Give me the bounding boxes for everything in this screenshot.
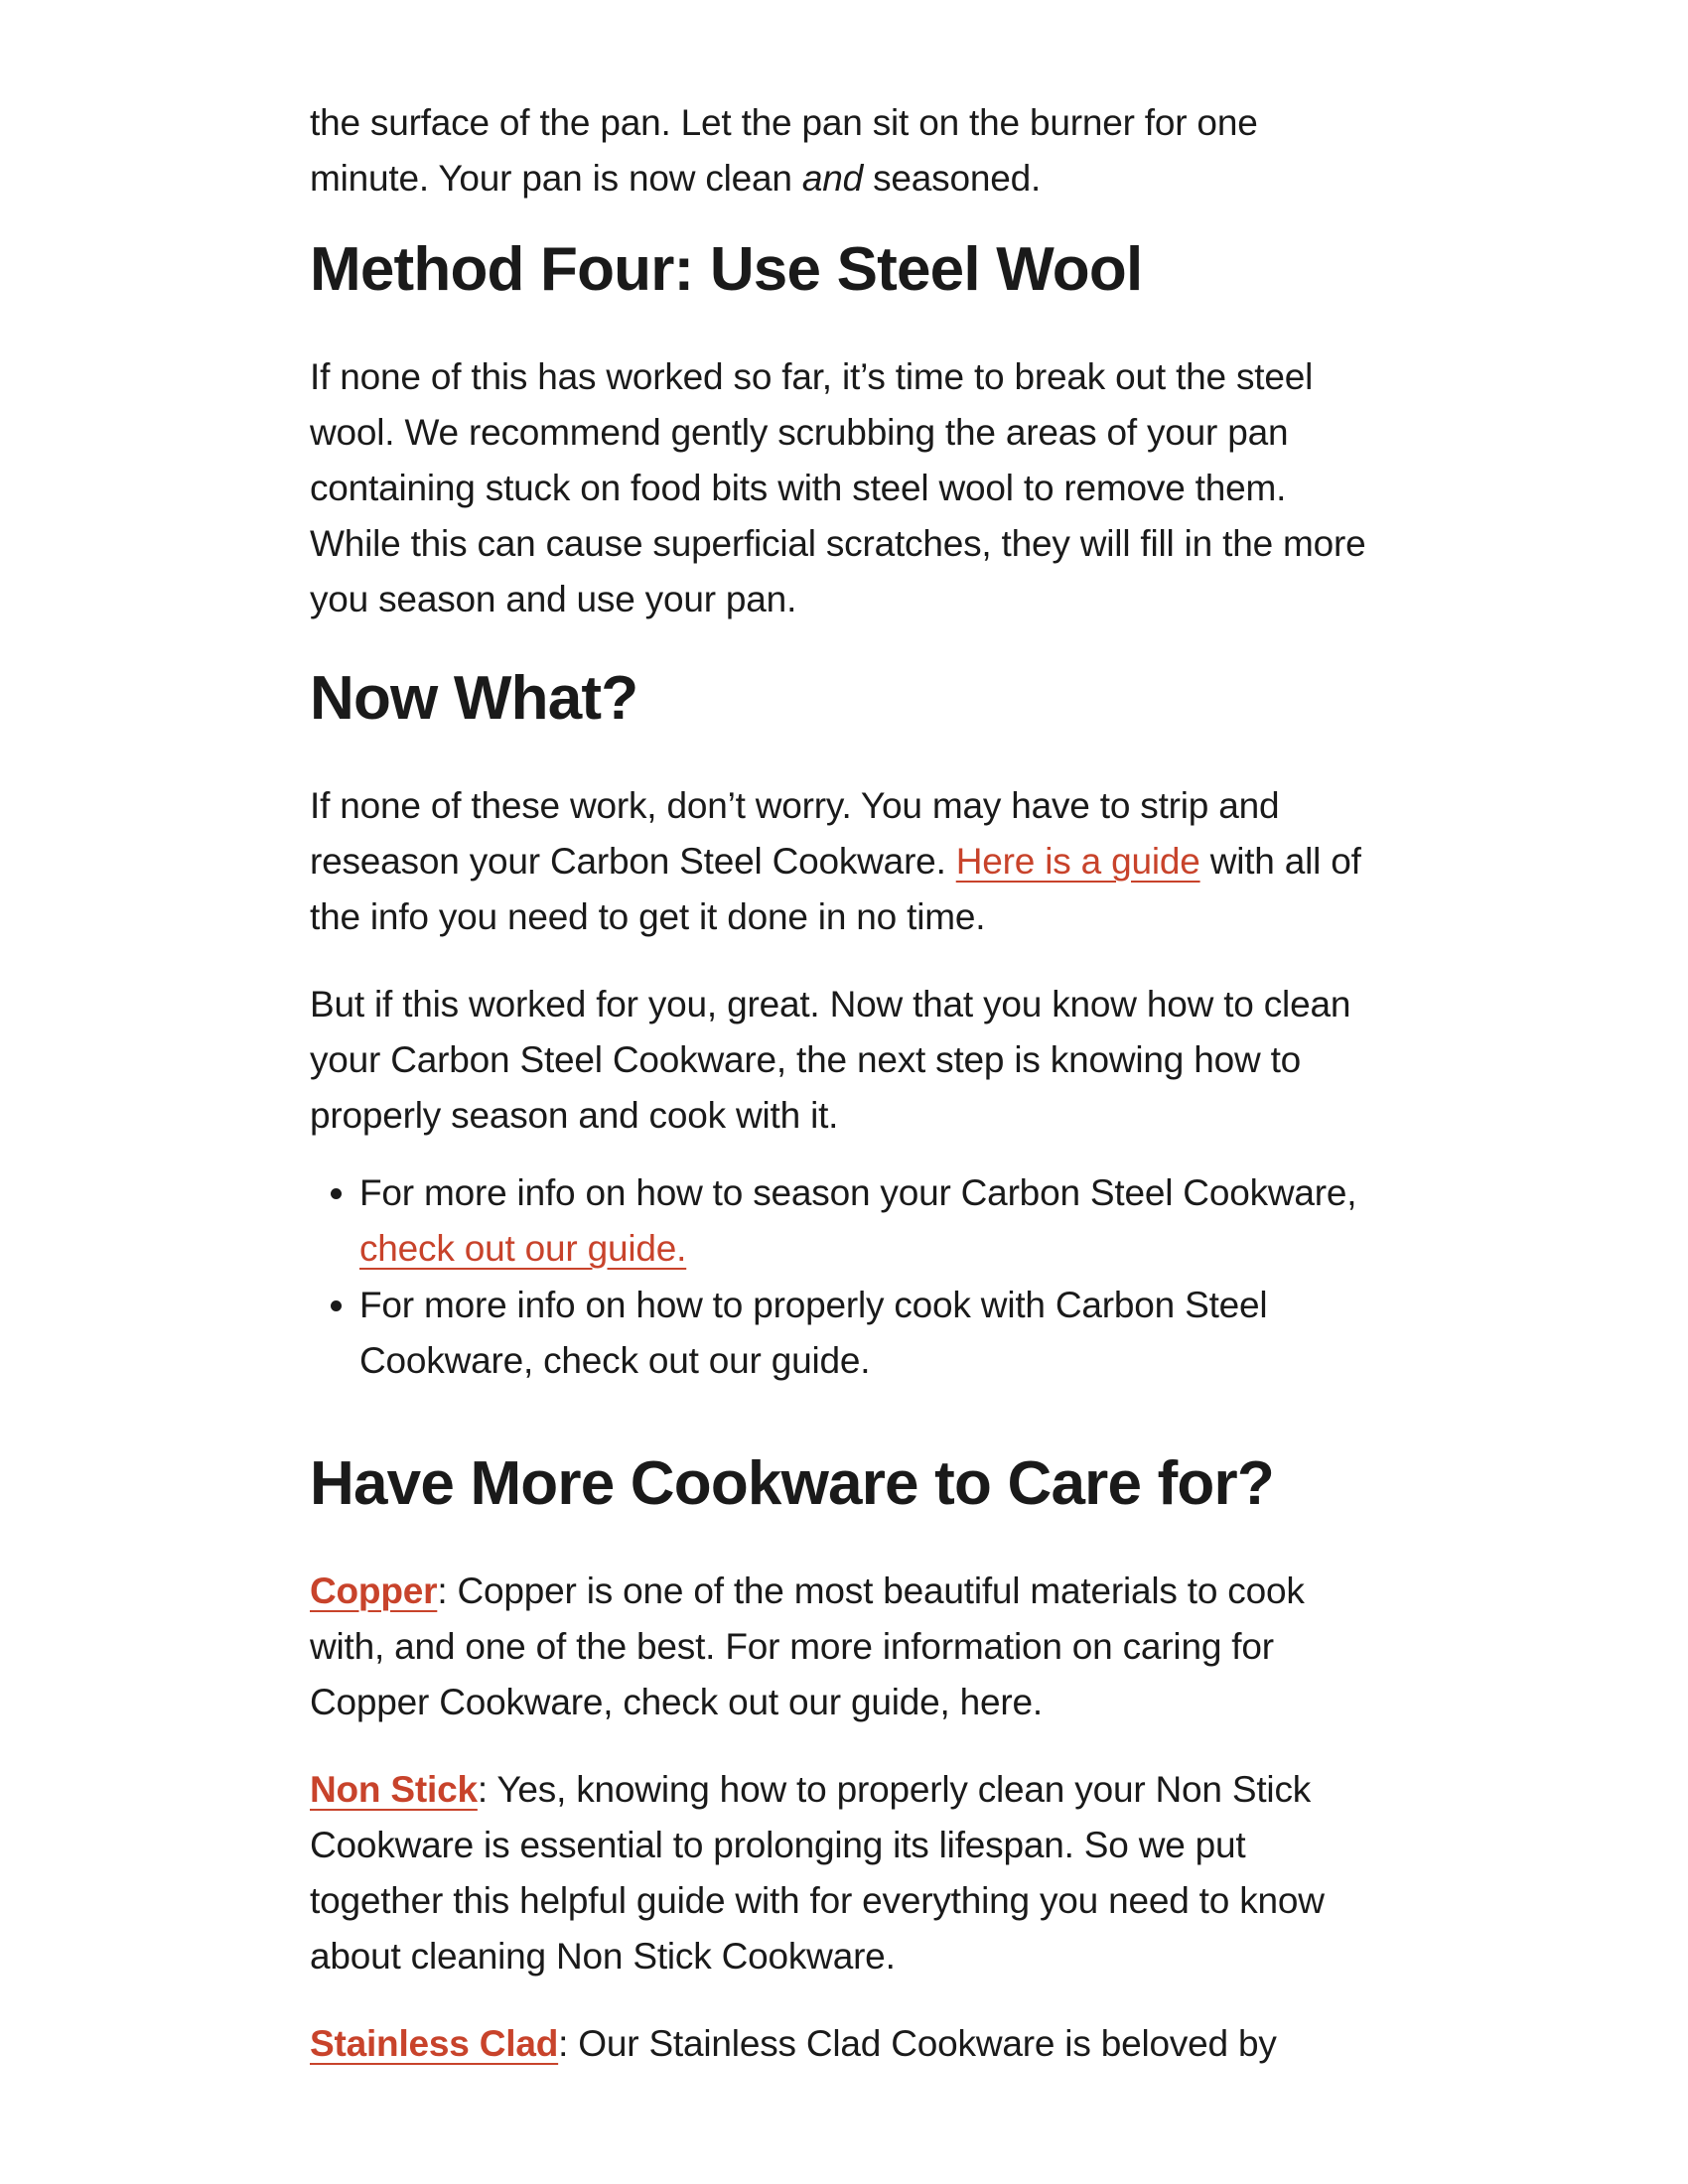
method-four-heading: Method Four: Use Steel Wool [310,235,1143,304]
stainless-clad-link[interactable]: Stainless Clad [310,2023,559,2064]
method-four-paragraph: If none of this has worked so far, it’s time to break out the steel wool. We recommend gently scrubbing the areas of your pan containing stuck on food bits with steel wool to remove them. While this can cause superficial scratches, they will fill in the more you season and use your pan. [310,356,1366,619]
reseason-text-before: If none of these work, don’t worry. You may have to strip and reseason your Carbon Steel Cookware. [310,785,1280,882]
reseason-guide-link[interactable]: Here is a guide [955,841,1200,882]
intro-text-2: seasoned. [863,158,1042,199]
season-guide-link[interactable]: check out our guide. [359,1228,687,1269]
stainless-clad-paragraph [310,2016,1382,2072]
copper-paragraph [310,1564,1382,1730]
season-guide-text: For more info on how to season your Carbon Steel Cookware, [359,1172,1357,1213]
article-body [310,95,1382,2104]
copper-link[interactable]: Copper [310,1570,438,1611]
non-stick-paragraph [310,1762,1382,1984]
non-stick-link[interactable]: Non Stick [310,1769,478,1810]
copper-text: : Copper is one of the most beautiful materials to cook with, and one of the best. For more information on caring for Copper Cookware, check out our guide, here. [310,1570,1305,1722]
intro-paragraph [310,95,1382,206]
more-cookware-heading: Have More Cookware to Care for? [310,1449,1274,1518]
intro-text-1: the surface of the pan. Let the pan sit on the burner for one minute. Your pan is now clean [310,102,1258,199]
reseason-paragraph [310,778,1382,945]
intro-emphasis: and [801,158,864,199]
list-item [359,1165,1382,1277]
cook-guide-text: For more info on how to properly cook with Carbon Steel Cookware, check out our guide. [359,1285,1268,1381]
list-item [359,1278,1382,1389]
stainless-clad-text: : Our Stainless Clad Cookware is beloved by [558,2023,1277,2064]
non-stick-text: : Yes, knowing how to properly clean your Non Stick Cookware is essential to prolonging its lifespan. So we put together this helpful guide with for everything you need to know about cleaning Non Stick Cookware. [310,1769,1325,1977]
guide-bullet-list [310,1165,1382,1389]
next-step-paragraph: But if this worked for you, great. Now that you know how to clean your Carbon Steel Cookware, the next step is knowing how to properly season and cook with it. [310,984,1351,1136]
reseason-text-after: with all of the info you need to get it done in no time. [310,841,1361,937]
now-what-heading: Now What? [310,664,638,733]
